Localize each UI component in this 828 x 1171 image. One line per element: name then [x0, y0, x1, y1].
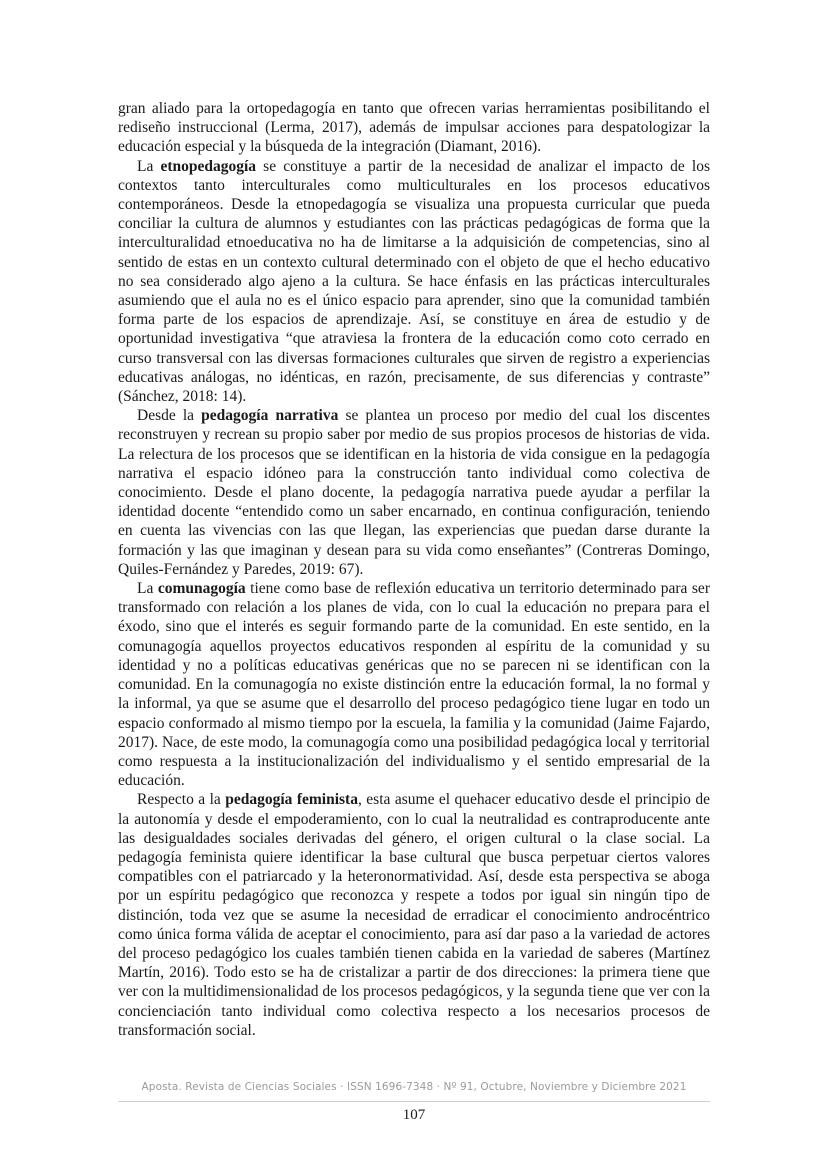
text-run: gran aliado para la ortopedagogía en tanto que ofrecen varias herramientas posibilitando el rediseño instruccional (Lerma, 2017), además de impulsar acciones para despatologizar la educación especial y la búsqueda de la integración (Diamant, 2016). — [118, 100, 710, 156]
bold-term: pedagogía narrativa — [201, 407, 339, 425]
bold-term: pedagogía feminista — [225, 791, 358, 809]
paragraph-continuation — [118, 99, 710, 157]
journal-footer: Aposta. Revista de Ciencias Sociales · ISSN 1696-7348 · Nº 91, Octubre, Noviembre y Diciembre 2021 — [141, 1081, 687, 1093]
text-run: tiene como base de reflexión educativa un territorio determinado para ser transformado con relación a los planes de vida, con lo cual la educación no prepara para el éxodo, sino que el interés es seguir formando parte de la comunidad. En este sentido, en la comunagogía aquellos proyectos educativos responden al espíritu de la comunidad y su identidad y no a políticas educativas genéricas que no se parecen ni se identifican con la comunidad. En la comunagogía no existe distinción entre la educación formal, la no formal y la informal, ya que se asume que el desarrollo del proceso pedagógico tiene lugar en todo un espacio conformado al mismo tiempo por la escuela, la familia y la comunidad (Jaime Fajardo, 2017). Nace, de este modo, la comunagogía como una posibilidad pedagógica local y territorial como respuesta a la institucionalización del individualismo y el sentido empresarial de la educación. — [118, 580, 710, 790]
text-run: La — [137, 580, 158, 598]
paragraph-pedagogia-narrativa — [118, 406, 710, 579]
text-run: se plantea un proceso por medio del cual los discentes reconstruyen y recrean su propio saber por medio de sus propios procesos de historias de vida. La relectura de los procesos que se identifican en la historia de vida consigue en la pedagogía narrativa el espacio idóneo para la construcción tanto individual como colectiva de conocimiento. Desde el plano docente, la pedagogía narrativa puede ayudar a perfilar la identidad docente “entendido como un saber encarnado, en continua configuración, teniendo en cuenta las vivencias con las que llegan, las experiencias que puedan darse durante la formación y las que imaginan y desean para su vida como enseñantes” (Contreras Domingo, Quiles-Fernández y Paredes, 2019: 67). — [118, 407, 710, 578]
paragraph-comunagogia — [118, 579, 710, 790]
text-run: La — [137, 157, 161, 175]
body-text — [118, 99, 710, 1040]
bold-term: comunagogía — [157, 580, 246, 598]
paragraph-etnopedagogia — [118, 157, 710, 407]
text-run: Respecto a la — [137, 791, 226, 809]
text-run: Desde la — [137, 407, 202, 425]
paragraph-pedagogia-feminista — [118, 790, 710, 1040]
footer-divider — [118, 1101, 710, 1102]
page-number: 107 — [402, 1107, 426, 1123]
bold-term: etnopedagogía — [160, 157, 257, 175]
text-run: , esta asume el quehacer educativo desde el principio de la autonomía y desde el empoderamiento, con lo cual la neutralidad es contraproducente ante las desigualdades sociales derivadas del género, el origen cultural o la clase social. La pedagogía feminista quiere identificar la base cultural que busca perpetuar ciertos valores compatibles con el patriarcado y la heteronormatividad. Así, desde esta perspectiva se aboga por un espíritu pedagógico que reconozca y respete a todos por igual sin ningún tipo de distinción, toda vez que se asume la necesidad de erradicar el conocimiento androcéntrico como única forma válida de aceptar el conocimiento, para así dar paso a la variedad de actores del proceso pedagógico los cuales también tienen cabida en la variedad de saberes (Martínez Martín, 2016). Todo esto se ha de cristalizar a partir de dos direcciones: la primera tiene que ver con la multidimensionalidad de los procesos pedagógicos, y la segunda tiene que ver con la concienciación tanto individual como colectiva respecto a los necesarios procesos de transformación social. — [118, 791, 710, 1039]
text-run: se constituye a partir de la necesidad de analizar el impacto de los contextos tanto interculturales como multiculturales en los procesos educativos contemporáneos. Desde la etnopedagogía se visualiza una propuesta curricular que pueda conciliar la cultura de alumnos y estudiantes con las prácticas pedagógicas de forma que la interculturalidad etnoeducativa no ha de limitarse a la adquisición de competencias, sino al sentido de estas en un contexto cultural determinado con el objeto de que el hecho educativo no sea considerado algo ajeno a la cultura. Se hace énfasis en las prácticas interculturales asumiendo que el aula no es el único espacio para aprender, sino que la comunidad también forma parte de los espacios de aprendizaje. Así, se constituye en área de estudio y de oportunidad investigativa “que atraviesa la frontera de la educación como coto cerrado en curso transversal con las diversas formaciones culturales que sirven de registro a experiencias educativas análogas, no idénticas, en razón, precisamente, de sus diferencias y contraste” (Sánchez, 2018: 14). — [118, 157, 710, 406]
